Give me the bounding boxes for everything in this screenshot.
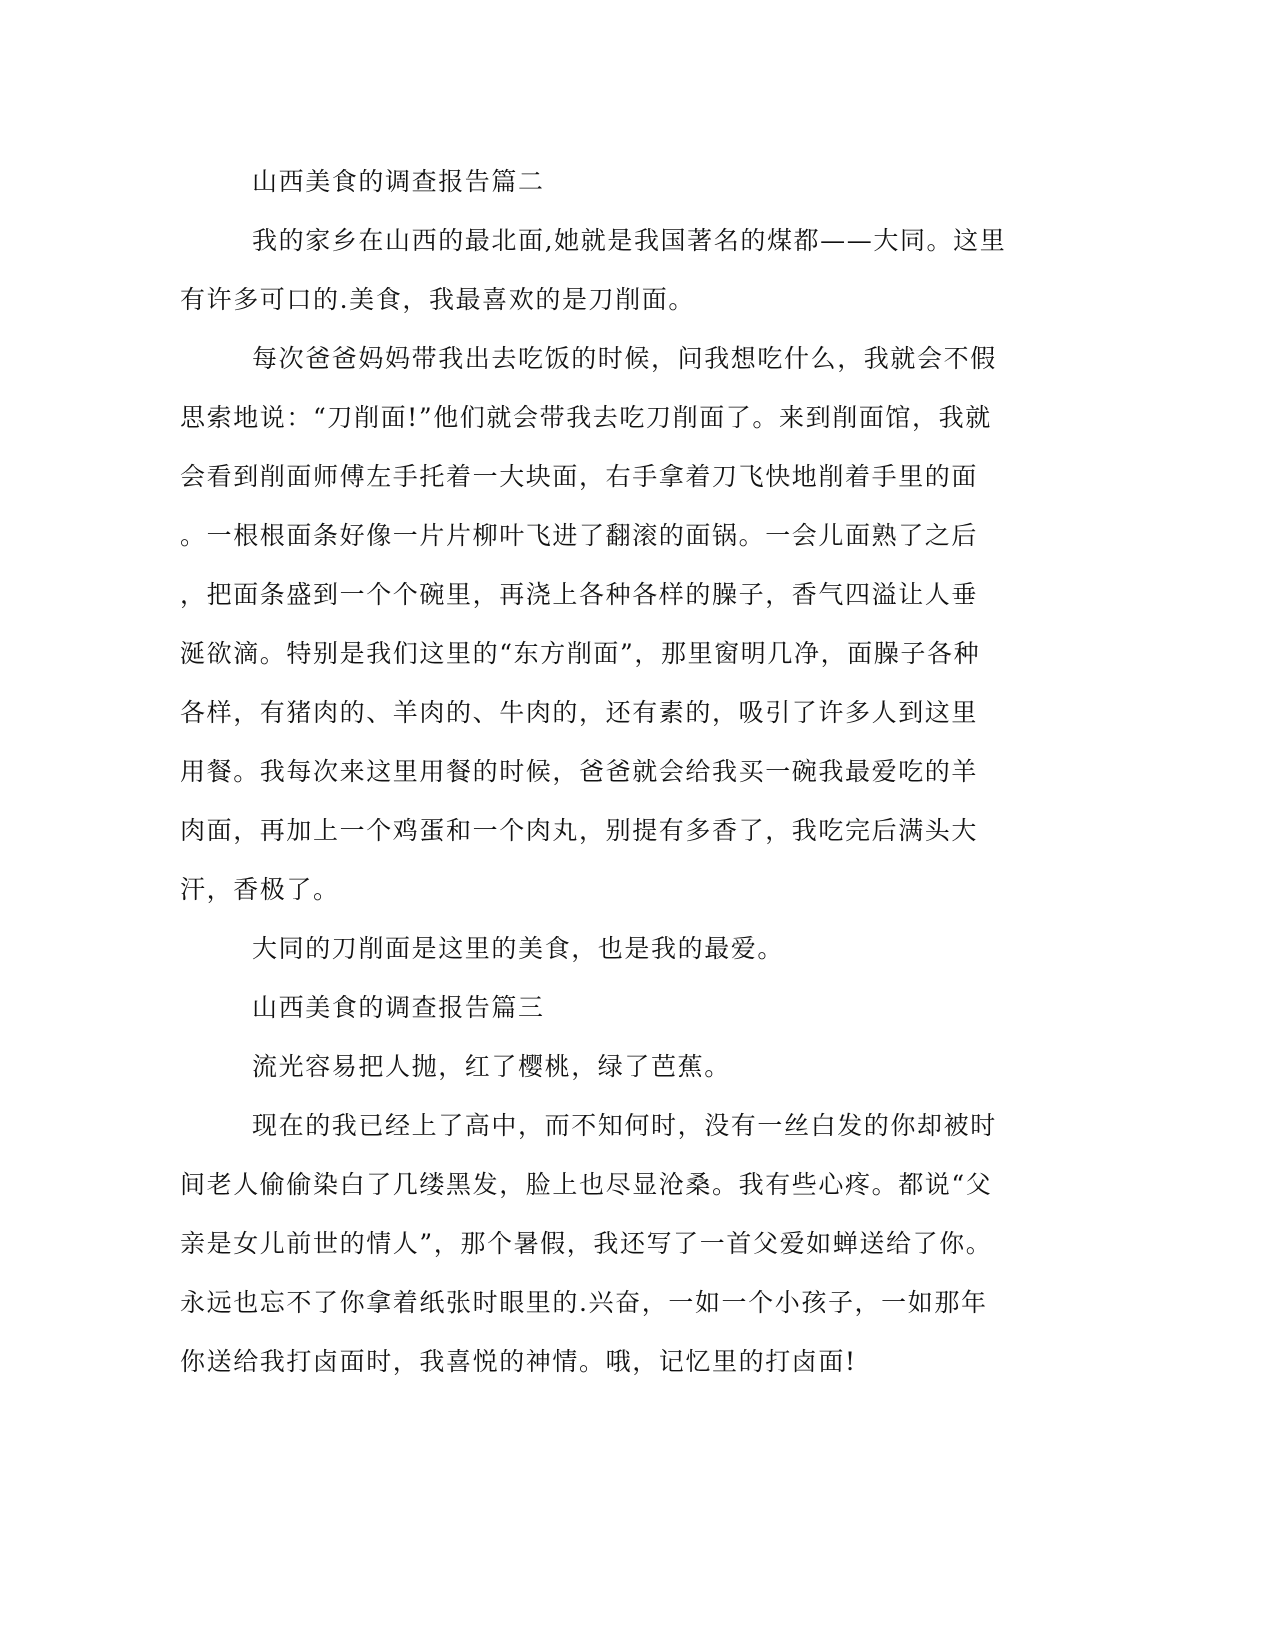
- paragraph-line: 汗，香极了。: [180, 875, 340, 904]
- paragraph-line: 各样，有猪肉的、羊肉的、牛肉的，还有素的，吸引了许多人到这里: [180, 698, 979, 727]
- paragraph-line: 永远也忘不了你拿着纸张时眼里的.兴奋，一如一个小孩子，一如那年: [180, 1288, 988, 1317]
- paragraph-line: ，把面条盛到一个个碗里，再浇上各种各样的臊子，香气四溢让人垂: [180, 580, 979, 609]
- paragraph-line: 间老人偷偷染白了几缕黑发，脸上也尽显沧桑。我有些心疼。都说“父: [180, 1170, 993, 1199]
- paragraph-line: 现在的我已经上了高中，而不知何时，没有一丝白发的你却被时: [252, 1111, 997, 1140]
- section-heading-2: 山西美食的调查报告篇二: [252, 167, 545, 196]
- paragraph-line: 流光容易把人抛，红了樱桃，绿了芭蕉。: [252, 1052, 731, 1081]
- paragraph-line: 思索地说：“刀削面!”他们就会带我去吃刀削面了。来到削面馆，我就: [180, 403, 992, 432]
- paragraph-line: 肉面，再加上一个鸡蛋和一个肉丸，别提有多香了，我吃完后满头大: [180, 816, 979, 845]
- paragraph-line: 我的家乡在山西的最北面,她就是我国著名的煤都——大同。这里: [252, 226, 1007, 255]
- paragraph-line: 大同的刀削面是这里的美食，也是我的最爱。: [252, 934, 785, 963]
- paragraph-line: 用餐。我每次来这里用餐的时候，爸爸就会给我买一碗我最爱吃的羊: [180, 757, 979, 786]
- paragraph-line: 涎欲滴。特别是我们这里的“东方削面”，那里窗明几净，面臊子各种: [180, 639, 981, 668]
- section-heading-3: 山西美食的调查报告篇三: [252, 993, 545, 1022]
- paragraph-line: 亲是女儿前世的情人”，那个暑假，我还写了一首父爱如蝉送给了你。: [180, 1229, 993, 1258]
- paragraph-line: 会看到削面师傅左手托着一大块面，右手拿着刀飞快地削着手里的面: [180, 462, 979, 491]
- paragraph-line: 每次爸爸妈妈带我出去吃饭的时候，问我想吃什么，我就会不假: [252, 344, 997, 373]
- paragraph-line: 有许多可口的.美食，我最喜欢的是刀削面。: [180, 285, 695, 314]
- paragraph-line: 。一根根面条好像一片片柳叶飞进了翻滚的面锅。一会儿面熟了之后: [180, 521, 979, 550]
- paragraph-line: 你送给我打卤面时，我喜悦的神情。哦，记忆里的打卤面!: [180, 1347, 857, 1376]
